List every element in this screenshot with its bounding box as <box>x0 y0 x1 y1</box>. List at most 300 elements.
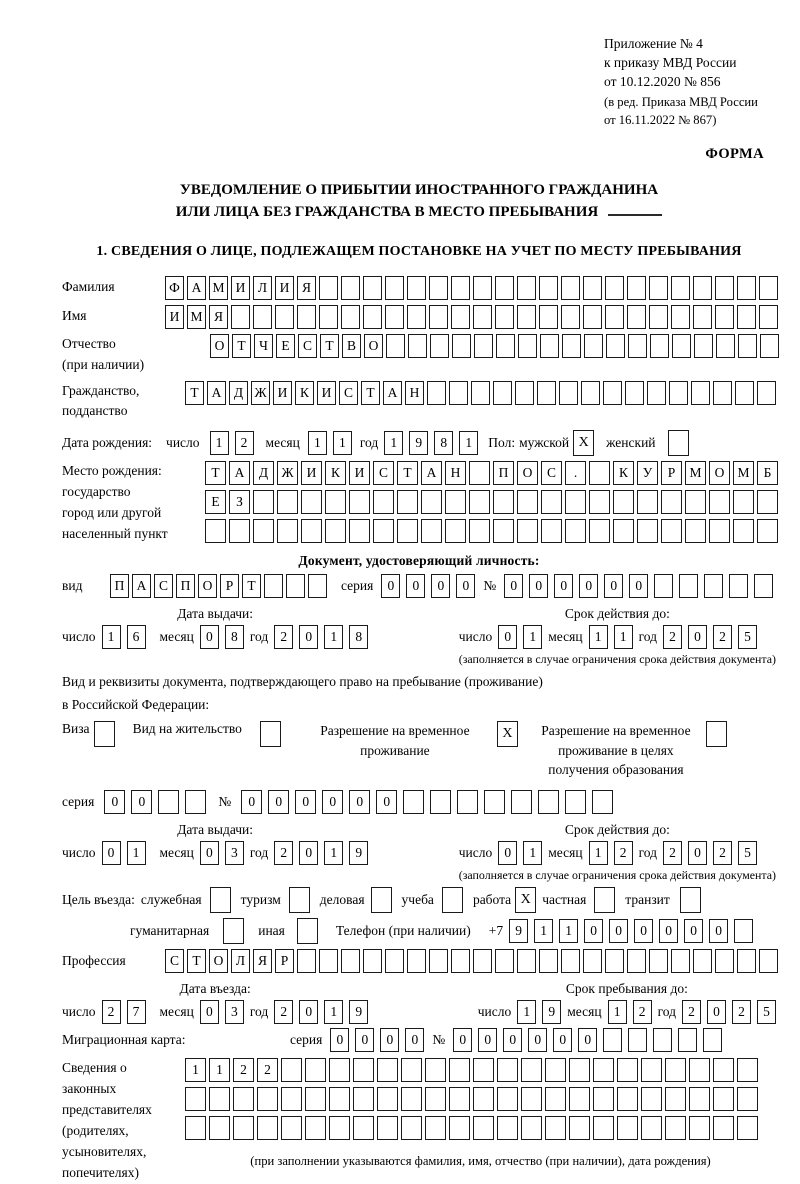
char-cell[interactable]: 0 <box>299 841 318 865</box>
char-cell[interactable] <box>559 381 578 405</box>
option-temp-residence-education-checkbox[interactable] <box>706 721 727 747</box>
char-cell[interactable]: 1 <box>589 841 608 865</box>
char-cell[interactable] <box>281 1087 302 1111</box>
char-cell[interactable] <box>545 1116 566 1140</box>
char-cell[interactable] <box>209 1087 230 1111</box>
char-cell[interactable]: Ч <box>254 334 273 358</box>
char-cell[interactable] <box>305 1087 326 1111</box>
char-cell[interactable]: 8 <box>434 431 453 455</box>
char-cell[interactable]: 2 <box>274 841 293 865</box>
char-cell[interactable] <box>561 276 580 300</box>
char-cell[interactable] <box>715 949 734 973</box>
char-cell[interactable] <box>713 381 732 405</box>
char-cell[interactable]: 0 <box>688 841 707 865</box>
char-cell[interactable] <box>231 305 250 329</box>
char-cell[interactable]: О <box>709 461 730 485</box>
char-cell[interactable]: 1 <box>102 625 121 649</box>
purpose-business-checkbox[interactable] <box>371 887 392 913</box>
char-cell[interactable]: Я <box>297 276 316 300</box>
char-cell[interactable] <box>205 519 226 543</box>
char-cell[interactable] <box>385 949 404 973</box>
char-cell[interactable] <box>737 305 756 329</box>
char-cell[interactable] <box>517 949 536 973</box>
char-cell[interactable] <box>617 1116 638 1140</box>
char-cell[interactable] <box>421 490 442 514</box>
char-cell[interactable] <box>569 1058 590 1082</box>
char-cell[interactable]: Л <box>231 949 250 973</box>
char-cell[interactable] <box>185 790 206 814</box>
char-cell[interactable]: З <box>229 490 250 514</box>
char-cell[interactable] <box>451 949 470 973</box>
char-cell[interactable] <box>540 334 559 358</box>
char-cell[interactable]: Р <box>220 574 239 598</box>
char-cell[interactable] <box>606 334 625 358</box>
char-cell[interactable] <box>669 381 688 405</box>
char-cell[interactable]: 1 <box>459 431 478 455</box>
char-cell[interactable]: 9 <box>349 1000 368 1024</box>
char-cell[interactable]: Т <box>187 949 206 973</box>
char-cell[interactable] <box>445 519 466 543</box>
char-cell[interactable] <box>305 1116 326 1140</box>
char-cell[interactable]: 2 <box>614 841 633 865</box>
char-cell[interactable]: Я <box>209 305 228 329</box>
char-cell[interactable] <box>319 305 338 329</box>
char-cell[interactable]: 0 <box>431 574 450 598</box>
char-cell[interactable]: 5 <box>757 1000 776 1024</box>
char-cell[interactable] <box>693 276 712 300</box>
char-cell[interactable] <box>729 574 748 598</box>
char-cell[interactable] <box>671 305 690 329</box>
char-cell[interactable] <box>233 1087 254 1111</box>
char-cell[interactable] <box>661 519 682 543</box>
char-cell[interactable]: У <box>637 461 658 485</box>
char-cell[interactable]: 2 <box>274 625 293 649</box>
char-cell[interactable] <box>737 1116 758 1140</box>
char-cell[interactable] <box>515 381 534 405</box>
char-cell[interactable] <box>363 276 382 300</box>
char-cell[interactable] <box>429 276 448 300</box>
char-cell[interactable] <box>538 790 559 814</box>
char-cell[interactable]: А <box>229 461 250 485</box>
char-cell[interactable] <box>517 276 536 300</box>
char-cell[interactable] <box>496 334 515 358</box>
char-cell[interactable] <box>569 1116 590 1140</box>
char-cell[interactable] <box>329 1116 350 1140</box>
char-cell[interactable]: И <box>231 276 250 300</box>
char-cell[interactable]: 2 <box>713 841 732 865</box>
char-cell[interactable]: П <box>493 461 514 485</box>
char-cell[interactable] <box>713 1087 734 1111</box>
char-cell[interactable]: 0 <box>478 1028 497 1052</box>
char-cell[interactable]: 1 <box>127 841 146 865</box>
char-cell[interactable]: И <box>349 461 370 485</box>
char-cell[interactable] <box>469 490 490 514</box>
char-cell[interactable]: 0 <box>200 841 219 865</box>
char-cell[interactable] <box>377 1116 398 1140</box>
char-cell[interactable] <box>401 1087 422 1111</box>
char-cell[interactable] <box>713 1116 734 1140</box>
char-cell[interactable] <box>685 519 706 543</box>
char-cell[interactable]: 2 <box>663 841 682 865</box>
char-cell[interactable] <box>738 334 757 358</box>
char-cell[interactable] <box>737 1087 758 1111</box>
char-cell[interactable] <box>495 276 514 300</box>
char-cell[interactable]: Т <box>361 381 380 405</box>
char-cell[interactable]: 0 <box>609 919 628 943</box>
char-cell[interactable] <box>521 1087 542 1111</box>
char-cell[interactable] <box>473 305 492 329</box>
char-cell[interactable] <box>429 305 448 329</box>
char-cell[interactable]: 2 <box>274 1000 293 1024</box>
char-cell[interactable] <box>733 490 754 514</box>
char-cell[interactable]: 0 <box>604 574 623 598</box>
char-cell[interactable] <box>349 490 370 514</box>
char-cell[interactable]: 0 <box>355 1028 374 1052</box>
char-cell[interactable]: 1 <box>614 625 633 649</box>
char-cell[interactable] <box>735 381 754 405</box>
char-cell[interactable]: Р <box>661 461 682 485</box>
char-cell[interactable] <box>253 519 274 543</box>
char-cell[interactable]: С <box>373 461 394 485</box>
char-cell[interactable] <box>584 334 603 358</box>
char-cell[interactable] <box>734 919 753 943</box>
char-cell[interactable] <box>257 1087 278 1111</box>
char-cell[interactable] <box>297 949 316 973</box>
purpose-official-checkbox[interactable] <box>210 887 231 913</box>
char-cell[interactable]: Я <box>253 949 272 973</box>
char-cell[interactable] <box>385 276 404 300</box>
char-cell[interactable]: 9 <box>409 431 428 455</box>
char-cell[interactable] <box>286 574 305 598</box>
char-cell[interactable] <box>474 334 493 358</box>
char-cell[interactable]: Т <box>320 334 339 358</box>
char-cell[interactable]: 0 <box>684 919 703 943</box>
char-cell[interactable] <box>517 519 538 543</box>
char-cell[interactable] <box>353 1116 374 1140</box>
char-cell[interactable] <box>583 305 602 329</box>
char-cell[interactable] <box>545 1058 566 1082</box>
char-cell[interactable]: 1 <box>523 841 542 865</box>
char-cell[interactable] <box>545 1087 566 1111</box>
char-cell[interactable]: 2 <box>235 431 254 455</box>
char-cell[interactable] <box>473 1087 494 1111</box>
char-cell[interactable] <box>493 490 514 514</box>
char-cell[interactable] <box>385 305 404 329</box>
char-cell[interactable]: П <box>176 574 195 598</box>
char-cell[interactable]: 0 <box>102 841 121 865</box>
char-cell[interactable] <box>373 490 394 514</box>
char-cell[interactable] <box>308 574 327 598</box>
char-cell[interactable] <box>757 490 778 514</box>
char-cell[interactable]: 0 <box>322 790 343 814</box>
char-cell[interactable]: М <box>733 461 754 485</box>
char-cell[interactable] <box>341 305 360 329</box>
char-cell[interactable]: Т <box>397 461 418 485</box>
char-cell[interactable]: 0 <box>295 790 316 814</box>
char-cell[interactable]: 1 <box>209 1058 230 1082</box>
char-cell[interactable]: 1 <box>333 431 352 455</box>
char-cell[interactable]: 1 <box>324 625 343 649</box>
char-cell[interactable]: О <box>210 334 229 358</box>
char-cell[interactable] <box>754 574 773 598</box>
char-cell[interactable] <box>694 334 713 358</box>
char-cell[interactable] <box>665 1087 686 1111</box>
char-cell[interactable] <box>469 461 490 485</box>
char-cell[interactable]: 0 <box>453 1028 472 1052</box>
char-cell[interactable] <box>693 305 712 329</box>
char-cell[interactable] <box>589 461 610 485</box>
char-cell[interactable]: М <box>209 276 228 300</box>
char-cell[interactable] <box>341 276 360 300</box>
char-cell[interactable] <box>627 305 646 329</box>
char-cell[interactable]: 0 <box>381 574 400 598</box>
char-cell[interactable]: Ж <box>251 381 270 405</box>
char-cell[interactable] <box>305 1058 326 1082</box>
char-cell[interactable] <box>649 276 668 300</box>
char-cell[interactable] <box>628 1028 647 1052</box>
char-cell[interactable] <box>737 949 756 973</box>
char-cell[interactable]: 0 <box>634 919 653 943</box>
char-cell[interactable] <box>473 1116 494 1140</box>
char-cell[interactable] <box>757 519 778 543</box>
char-cell[interactable] <box>457 790 478 814</box>
purpose-transit-checkbox[interactable] <box>680 887 701 913</box>
char-cell[interactable] <box>353 1087 374 1111</box>
char-cell[interactable]: А <box>187 276 206 300</box>
char-cell[interactable]: 0 <box>299 1000 318 1024</box>
char-cell[interactable] <box>757 381 776 405</box>
purpose-humanitarian-checkbox[interactable] <box>223 918 244 944</box>
char-cell[interactable] <box>319 276 338 300</box>
char-cell[interactable]: Н <box>445 461 466 485</box>
char-cell[interactable] <box>709 490 730 514</box>
char-cell[interactable]: 0 <box>104 790 125 814</box>
char-cell[interactable] <box>760 334 779 358</box>
char-cell[interactable]: 9 <box>349 841 368 865</box>
char-cell[interactable] <box>517 490 538 514</box>
char-cell[interactable] <box>641 1087 662 1111</box>
char-cell[interactable] <box>565 490 586 514</box>
char-cell[interactable]: Л <box>253 276 272 300</box>
char-cell[interactable]: 0 <box>241 790 262 814</box>
option-visa-checkbox[interactable] <box>94 721 115 747</box>
char-cell[interactable] <box>647 381 666 405</box>
char-cell[interactable]: 0 <box>406 574 425 598</box>
char-cell[interactable]: . <box>565 461 586 485</box>
char-cell[interactable] <box>495 949 514 973</box>
char-cell[interactable] <box>653 1028 672 1052</box>
char-cell[interactable]: 2 <box>257 1058 278 1082</box>
char-cell[interactable]: В <box>342 334 361 358</box>
char-cell[interactable] <box>592 790 613 814</box>
char-cell[interactable] <box>715 276 734 300</box>
char-cell[interactable] <box>421 519 442 543</box>
char-cell[interactable]: 0 <box>380 1028 399 1052</box>
char-cell[interactable] <box>185 1087 206 1111</box>
char-cell[interactable]: 0 <box>659 919 678 943</box>
char-cell[interactable]: О <box>517 461 538 485</box>
char-cell[interactable]: 1 <box>534 919 553 943</box>
char-cell[interactable] <box>158 790 179 814</box>
char-cell[interactable] <box>451 276 470 300</box>
char-cell[interactable]: 0 <box>629 574 648 598</box>
char-cell[interactable]: А <box>132 574 151 598</box>
char-cell[interactable]: 7 <box>127 1000 146 1024</box>
char-cell[interactable]: 0 <box>498 625 517 649</box>
char-cell[interactable]: 0 <box>299 625 318 649</box>
char-cell[interactable] <box>679 574 698 598</box>
char-cell[interactable]: 2 <box>713 625 732 649</box>
char-cell[interactable] <box>407 305 426 329</box>
char-cell[interactable]: 0 <box>504 574 523 598</box>
char-cell[interactable] <box>449 1087 470 1111</box>
option-residence-permit-checkbox[interactable] <box>260 721 281 747</box>
char-cell[interactable] <box>325 519 346 543</box>
char-cell[interactable] <box>627 276 646 300</box>
char-cell[interactable] <box>737 1058 758 1082</box>
char-cell[interactable] <box>617 1087 638 1111</box>
char-cell[interactable]: 1 <box>210 431 229 455</box>
char-cell[interactable] <box>497 1058 518 1082</box>
char-cell[interactable]: 1 <box>324 841 343 865</box>
char-cell[interactable]: 5 <box>738 841 757 865</box>
char-cell[interactable] <box>233 1116 254 1140</box>
char-cell[interactable] <box>713 1058 734 1082</box>
char-cell[interactable] <box>449 381 468 405</box>
char-cell[interactable]: А <box>421 461 442 485</box>
char-cell[interactable] <box>493 519 514 543</box>
char-cell[interactable] <box>593 1058 614 1082</box>
char-cell[interactable] <box>484 790 505 814</box>
char-cell[interactable] <box>589 490 610 514</box>
char-cell[interactable]: С <box>339 381 358 405</box>
char-cell[interactable] <box>539 276 558 300</box>
char-cell[interactable]: 2 <box>102 1000 121 1024</box>
char-cell[interactable] <box>277 490 298 514</box>
char-cell[interactable]: 6 <box>127 625 146 649</box>
char-cell[interactable] <box>397 490 418 514</box>
char-cell[interactable] <box>185 1116 206 1140</box>
char-cell[interactable] <box>737 276 756 300</box>
char-cell[interactable]: Д <box>253 461 274 485</box>
char-cell[interactable]: 5 <box>738 625 757 649</box>
char-cell[interactable] <box>565 790 586 814</box>
char-cell[interactable]: 9 <box>542 1000 561 1024</box>
char-cell[interactable] <box>473 949 492 973</box>
char-cell[interactable]: 2 <box>732 1000 751 1024</box>
char-cell[interactable] <box>617 1058 638 1082</box>
char-cell[interactable]: Д <box>229 381 248 405</box>
char-cell[interactable]: С <box>541 461 562 485</box>
char-cell[interactable]: Ж <box>277 461 298 485</box>
char-cell[interactable] <box>691 381 710 405</box>
char-cell[interactable]: 3 <box>225 841 244 865</box>
char-cell[interactable]: 0 <box>707 1000 726 1024</box>
purpose-other-checkbox[interactable] <box>297 918 318 944</box>
char-cell[interactable] <box>430 790 451 814</box>
char-cell[interactable]: 1 <box>608 1000 627 1024</box>
char-cell[interactable] <box>759 276 778 300</box>
char-cell[interactable] <box>759 305 778 329</box>
char-cell[interactable] <box>605 305 624 329</box>
char-cell[interactable]: А <box>383 381 402 405</box>
char-cell[interactable]: 8 <box>225 625 244 649</box>
char-cell[interactable] <box>511 790 532 814</box>
char-cell[interactable] <box>671 949 690 973</box>
char-cell[interactable]: 1 <box>324 1000 343 1024</box>
char-cell[interactable] <box>539 949 558 973</box>
char-cell[interactable] <box>665 1116 686 1140</box>
char-cell[interactable] <box>637 490 658 514</box>
char-cell[interactable] <box>430 334 449 358</box>
char-cell[interactable] <box>517 305 536 329</box>
char-cell[interactable]: Т <box>242 574 261 598</box>
char-cell[interactable] <box>297 305 316 329</box>
char-cell[interactable]: 2 <box>682 1000 701 1024</box>
char-cell[interactable] <box>301 519 322 543</box>
char-cell[interactable] <box>373 519 394 543</box>
char-cell[interactable]: М <box>187 305 206 329</box>
char-cell[interactable] <box>497 1087 518 1111</box>
char-cell[interactable] <box>521 1116 542 1140</box>
char-cell[interactable] <box>689 1116 710 1140</box>
char-cell[interactable]: 3 <box>225 1000 244 1024</box>
char-cell[interactable] <box>377 1087 398 1111</box>
char-cell[interactable]: 0 <box>456 574 475 598</box>
char-cell[interactable] <box>641 1058 662 1082</box>
char-cell[interactable]: М <box>685 461 706 485</box>
char-cell[interactable]: К <box>613 461 634 485</box>
char-cell[interactable] <box>678 1028 697 1052</box>
char-cell[interactable]: О <box>209 949 228 973</box>
char-cell[interactable]: 1 <box>523 625 542 649</box>
char-cell[interactable]: 0 <box>200 625 219 649</box>
char-cell[interactable]: Т <box>232 334 251 358</box>
char-cell[interactable]: Т <box>185 381 204 405</box>
char-cell[interactable] <box>301 490 322 514</box>
char-cell[interactable]: К <box>325 461 346 485</box>
char-cell[interactable] <box>649 949 668 973</box>
char-cell[interactable]: 0 <box>376 790 397 814</box>
char-cell[interactable] <box>539 305 558 329</box>
char-cell[interactable] <box>541 490 562 514</box>
char-cell[interactable] <box>583 949 602 973</box>
char-cell[interactable]: 1 <box>559 919 578 943</box>
char-cell[interactable] <box>671 276 690 300</box>
char-cell[interactable] <box>429 949 448 973</box>
char-cell[interactable] <box>471 381 490 405</box>
char-cell[interactable]: 8 <box>349 625 368 649</box>
char-cell[interactable]: С <box>298 334 317 358</box>
char-cell[interactable] <box>277 519 298 543</box>
char-cell[interactable]: 2 <box>663 625 682 649</box>
char-cell[interactable] <box>349 519 370 543</box>
char-cell[interactable]: 0 <box>268 790 289 814</box>
char-cell[interactable]: Е <box>205 490 226 514</box>
char-cell[interactable] <box>613 519 634 543</box>
char-cell[interactable] <box>281 1116 302 1140</box>
purpose-study-checkbox[interactable] <box>442 887 463 913</box>
char-cell[interactable] <box>605 949 624 973</box>
char-cell[interactable] <box>403 790 424 814</box>
char-cell[interactable] <box>603 381 622 405</box>
char-cell[interactable]: И <box>273 381 292 405</box>
char-cell[interactable] <box>264 574 283 598</box>
char-cell[interactable] <box>562 334 581 358</box>
char-cell[interactable]: К <box>295 381 314 405</box>
char-cell[interactable] <box>473 1058 494 1082</box>
char-cell[interactable] <box>451 305 470 329</box>
